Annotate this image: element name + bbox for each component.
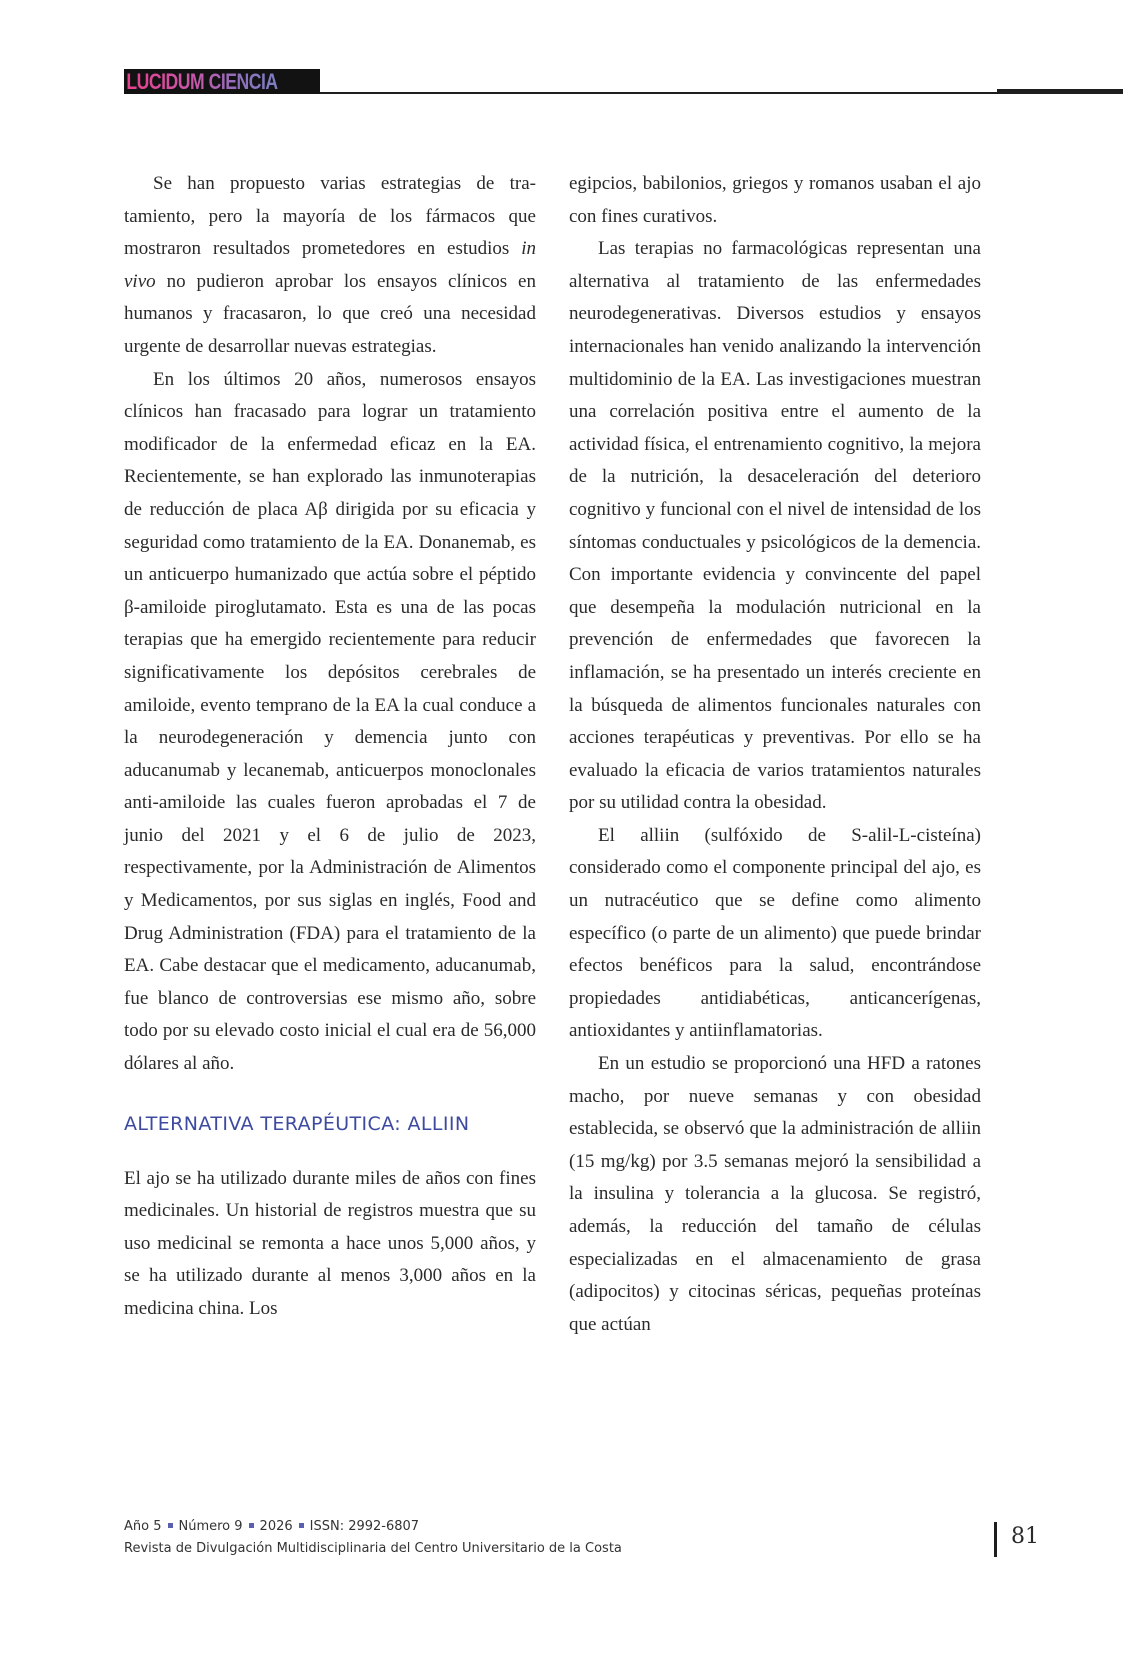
italic-term: in vivo	[124, 238, 536, 292]
footer-divider	[994, 1522, 997, 1557]
publication-year: 2026	[259, 1519, 293, 1534]
paragraph	[124, 168, 536, 364]
paragraph: En un estudio se proporcionó una HFD a ratones macho, por nueve semanas y con obesidad establecida, se observó que la administración de alliin (15 mg/kg) por 3.5 semanas mejoró la sensibilidad a la insulina y tolerancia a la glucosa. Se registró, además, la reducción del tamaño de células especializadas en el almacenamiento de grasa (adipocitos) y citocinas séricas, pequeñas proteínas que actúan	[569, 1053, 981, 1335]
paragraph-text: Se han propuesto varias estrategias de tratamiento, pero la mayoría de los fármacos que mostraron resultados prometedores en estudios	[124, 173, 536, 260]
issue-number: Número 9	[178, 1519, 243, 1534]
separator-square-icon	[299, 1523, 304, 1528]
paragraph: Las terapias no farmacológicas representan una alternativa al tratamiento de las enfermedades neurodegenerativas. Diversos estudios y ensayos internacionales han venido analizando la intervención multidominio de la EA. Las investigaciones muestran una correlación positiva entre el aumento de la actividad física, el entrenamiento cognitivo, la mejora de la nutrición, la desaceleración del deterioro cognitivo y funcional con el nivel de intensidad de los síntomas conductuales y psicológicos de la demencia. Con importante evidencia y convincente del papel que desempeña la modulación nutricional en la prevención de enfermedades que favorecen la inflamación, se ha presentado un interés creciente en la búsqueda de alimentos funcionales naturales con acciones terapéuticas y preventivas. Por ello se ha evaluado la eficacia de varios tratamientos naturales por su utilidad contra la obesidad.	[569, 238, 981, 814]
footer-meta	[124, 1516, 622, 1560]
issue-info	[124, 1516, 622, 1538]
header-rule	[320, 92, 1000, 94]
left-column	[124, 168, 536, 1326]
journal-logo	[124, 69, 320, 94]
paragraph: En los últimos 20 años, numerosos ensayos clínicos han fracasado para lograr un tratamiento modificador de la enfermedad eficaz en la EA. Recientemente, se han explorado las inmunoterapias de reducción de placa Aβ dirigida por su eficacia y seguridad como tratamiento de la EA. Donanemab, es un anticuerpo humanizado que actúa sobre el péptido β-amiloide piroglutamato. Esta es una de las pocas terapias que ha emergido recientemente para reducir significativamente los depósitos cerebrales de amiloide, evento temprano de la EA la cual conduce a la neurodegeneración y demencia junto con aducanumab y lecanemab, anticuerpos monoclonales anti-amiloide las cuales fueron aprobadas el 7 de junio del 2021 y el 6 de julio de 2023, respectivamente, por la Administración de Alimentos y Medicamentos, por sus siglas en inglés, Food and Drug Administration (FDA) para el tratamiento de la EA. Cabe destacar que el medicamento, aducanumab, fue blanco de controversias ese mismo año, sobre todo por su elevado costo inicial el cual era de 56,000 dólares al año.	[124, 368, 536, 1075]
header-rule-accent	[997, 89, 1123, 94]
separator-square-icon	[168, 1523, 173, 1528]
paragraph: El alliin (sulfóxido de S-alil-L-cisteína) considerado como el componente principal del ajo, es un nutracéutico que se define como alimento específico (o parte de un alimento) que puede brindar efectos benéficos para la salud, encontrándose propiedades antidiabéticas, anticancerígenas, antioxidantes y antiinflamatorias.	[569, 824, 981, 1042]
paragraph-text: no pudieron aprobar los ensayos clínicos en humanos y fracasaron, lo que creó una necesidad urgente de desarrollar nuevas estrategias.	[124, 270, 536, 357]
issn: ISSN: 2992-6807	[309, 1519, 420, 1534]
journal-full-name: Revista de Divulgación Multidisciplinaria del Centro Universitario de la Costa	[124, 1541, 622, 1556]
paragraph: egipcios, babilonios, griegos y romanos usaban el ajo con fines curativos.	[569, 173, 981, 227]
section-heading: ALTERNATIVA TERAPÉUTICA: ALLIIN	[124, 1112, 470, 1135]
volume-year: Año 5	[124, 1519, 162, 1534]
separator-square-icon	[249, 1523, 254, 1528]
page-number: 81	[1011, 1524, 1039, 1549]
right-column	[569, 168, 981, 1341]
paragraph: El ajo se ha utilizado durante miles de años con fines medicinales. Un historial de registros muestra que su uso medicinal se remonta a hace unos 5,000 años, y se ha utilizado durante al menos 3,000 años en la medicina china. Los	[124, 1167, 536, 1319]
journal-name: LUCIDUM CIENCIA	[124, 69, 278, 94]
